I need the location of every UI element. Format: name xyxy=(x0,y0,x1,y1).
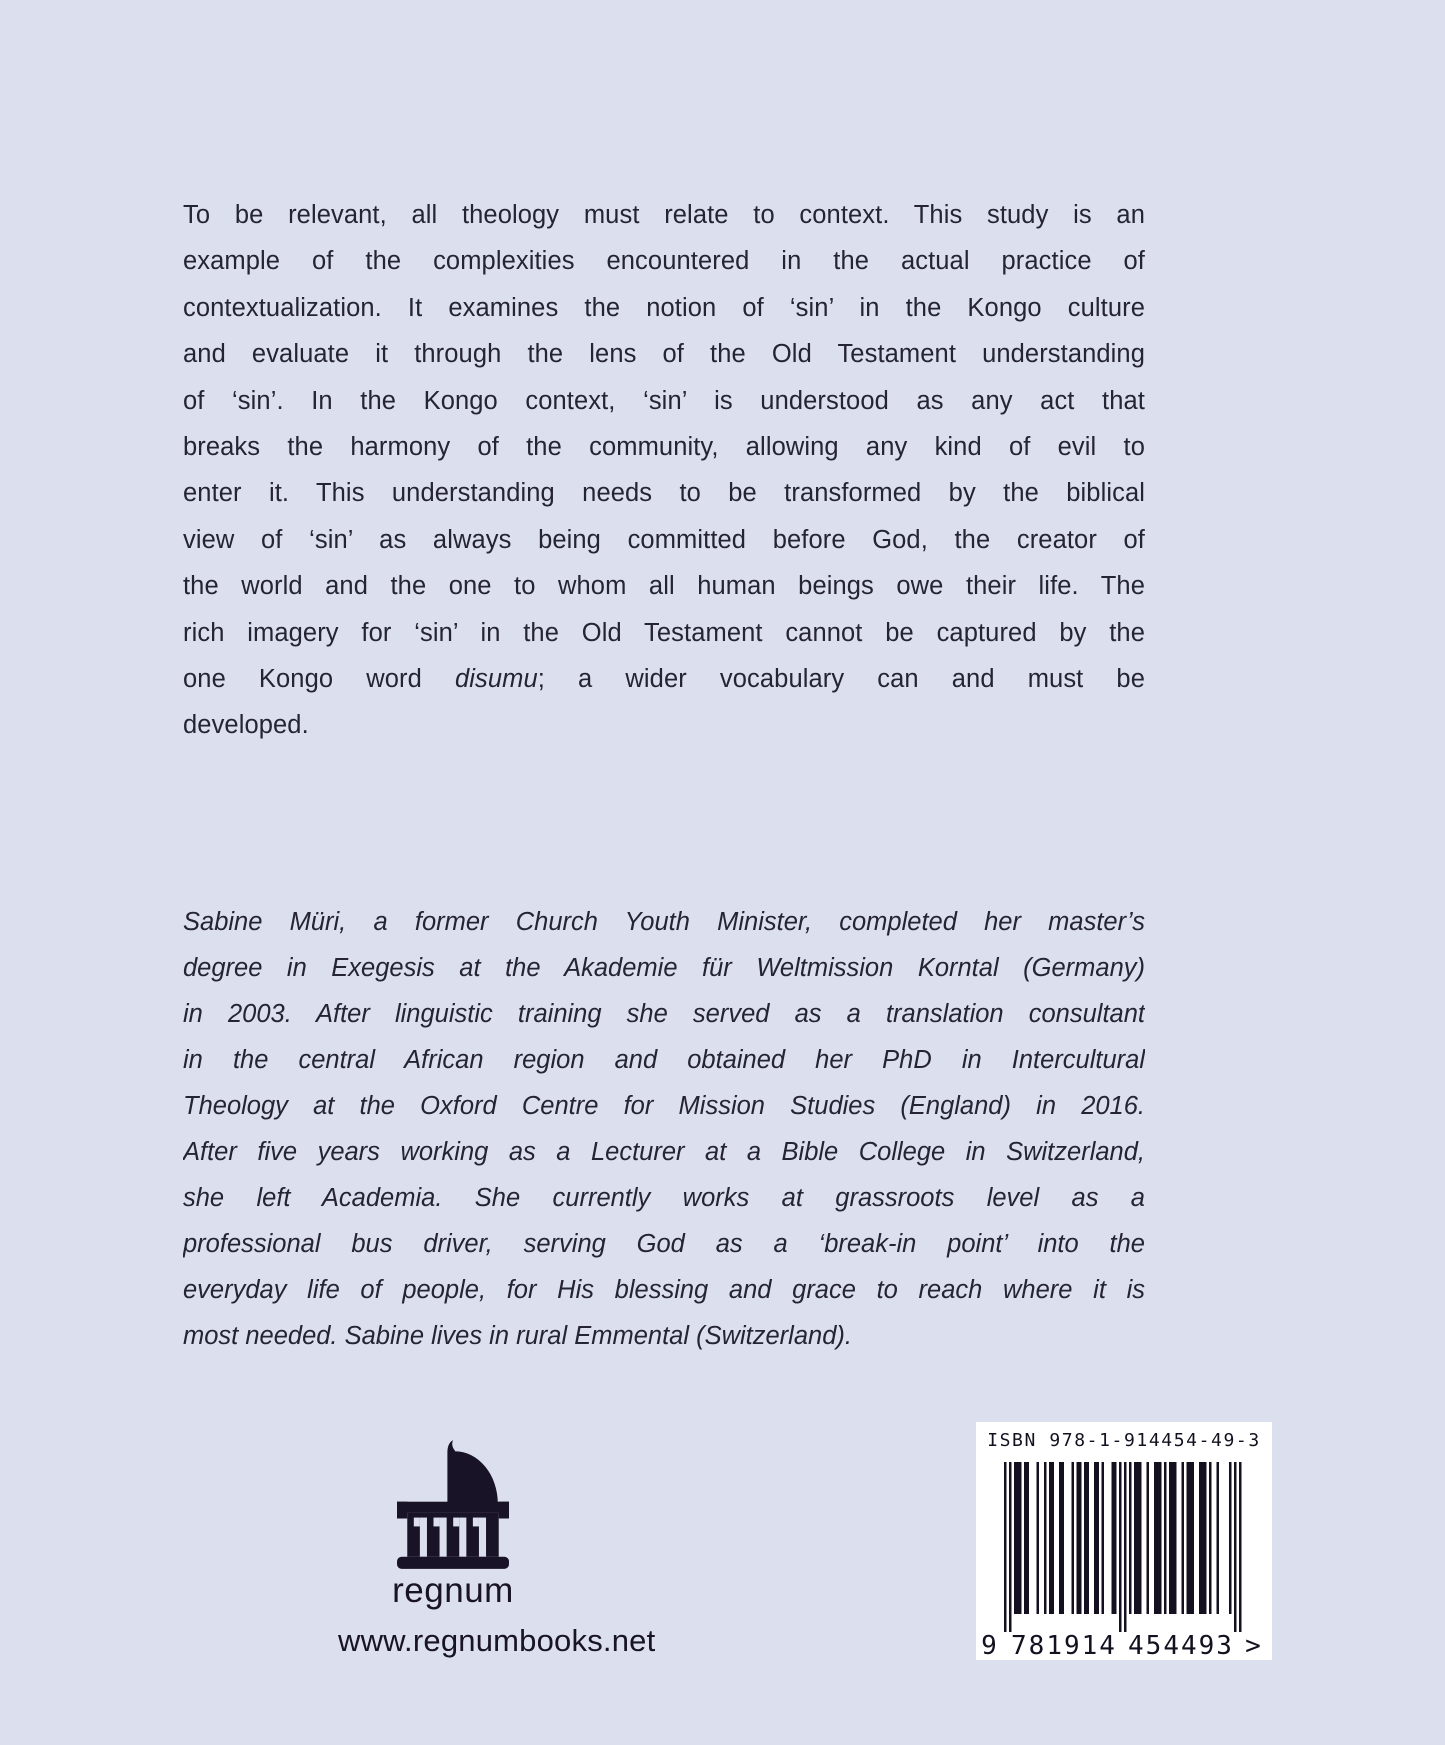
text-line: enter it. This understanding needs to be transformed by the biblical xyxy=(183,479,1145,508)
publisher-block xyxy=(338,1440,656,1659)
publisher-website: www.regnumbooks.net xyxy=(338,1623,656,1658)
logo-base xyxy=(397,1557,509,1569)
text-line: view of ‘sin’ as always being committed before God, the creator of xyxy=(183,525,1145,554)
text-line: example of the complexities encountered in the actual practice of xyxy=(183,247,1145,276)
text-line: rich imagery for ‘sin’ in the Old Testament cannot be captured by the xyxy=(183,618,1145,647)
author-bio-paragraph xyxy=(183,899,1145,1359)
barcode-bars xyxy=(1004,1462,1242,1632)
text-line: everyday life of people, for His blessing and grace to reach where it is xyxy=(183,1276,1145,1304)
text-line: one Kongo word disumu; a wider vocabulary can and must be xyxy=(183,664,1145,693)
text-line: most needed. Sabine lives in rural Emmental (Switzerland). xyxy=(183,1322,852,1350)
text-line: the world and the one to whom all human beings owe their life. The xyxy=(183,572,1145,601)
text-line: Theology at the Oxford Centre for Mission Studies (England) in 2016. xyxy=(183,1092,1145,1120)
text-line: professional bus driver, serving God as a ‘break-in point’ into the xyxy=(183,1230,1145,1258)
text-line: After five years working as a Lecturer at a Bible College in Switzerland, xyxy=(183,1138,1145,1166)
barcode-digit-lead: 9 xyxy=(981,1631,999,1660)
isbn-barcode-panel xyxy=(976,1422,1272,1660)
text-line: developed. xyxy=(183,711,309,740)
ean13-barcode xyxy=(976,1462,1272,1660)
text-line: and evaluate it through the lens of the Old Testament understanding xyxy=(183,340,1145,369)
text-line: in 2003. After linguistic training she served as a translation consultant xyxy=(183,1000,1145,1028)
barcode-digits-left: 781914 xyxy=(1011,1631,1117,1660)
text-line: Sabine Müri, a former Church Youth Minister, completed her master’s xyxy=(183,908,1145,936)
isbn-label: ISBN 978-1-914454-49-3 xyxy=(987,1430,1261,1451)
barcode-digits-right: 454493 xyxy=(1128,1631,1234,1660)
publisher-name: regnum xyxy=(392,1571,514,1610)
logo-entablature xyxy=(397,1502,509,1513)
text-line: in the central African region and obtained her PhD in Intercultural xyxy=(183,1046,1145,1074)
logo-dome xyxy=(447,1440,497,1503)
regnum-logo-icon xyxy=(397,1440,509,1569)
barcode-quiet-zone: > xyxy=(1245,1631,1263,1660)
logo-entablature-tab-right xyxy=(499,1502,509,1519)
text-line: contextualization. It examines the notion of ‘sin’ in the Kongo culture xyxy=(183,293,1145,322)
text-line: breaks the harmony of the community, allowing any kind of evil to xyxy=(183,432,1145,461)
text-line: she left Academia. She currently works at grassroots level as a xyxy=(183,1184,1145,1212)
logo-entablature-tab-left xyxy=(397,1502,407,1519)
text-line: degree in Exegesis at the Akademie für Weltmission Korntal (Germany) xyxy=(183,954,1145,982)
synopsis-paragraph xyxy=(183,192,1145,749)
text-line: of ‘sin’. In the Kongo context, ‘sin’ is understood as any act that xyxy=(183,386,1145,415)
text-line: To be relevant, all theology must relate to context. This study is an xyxy=(183,201,1145,229)
